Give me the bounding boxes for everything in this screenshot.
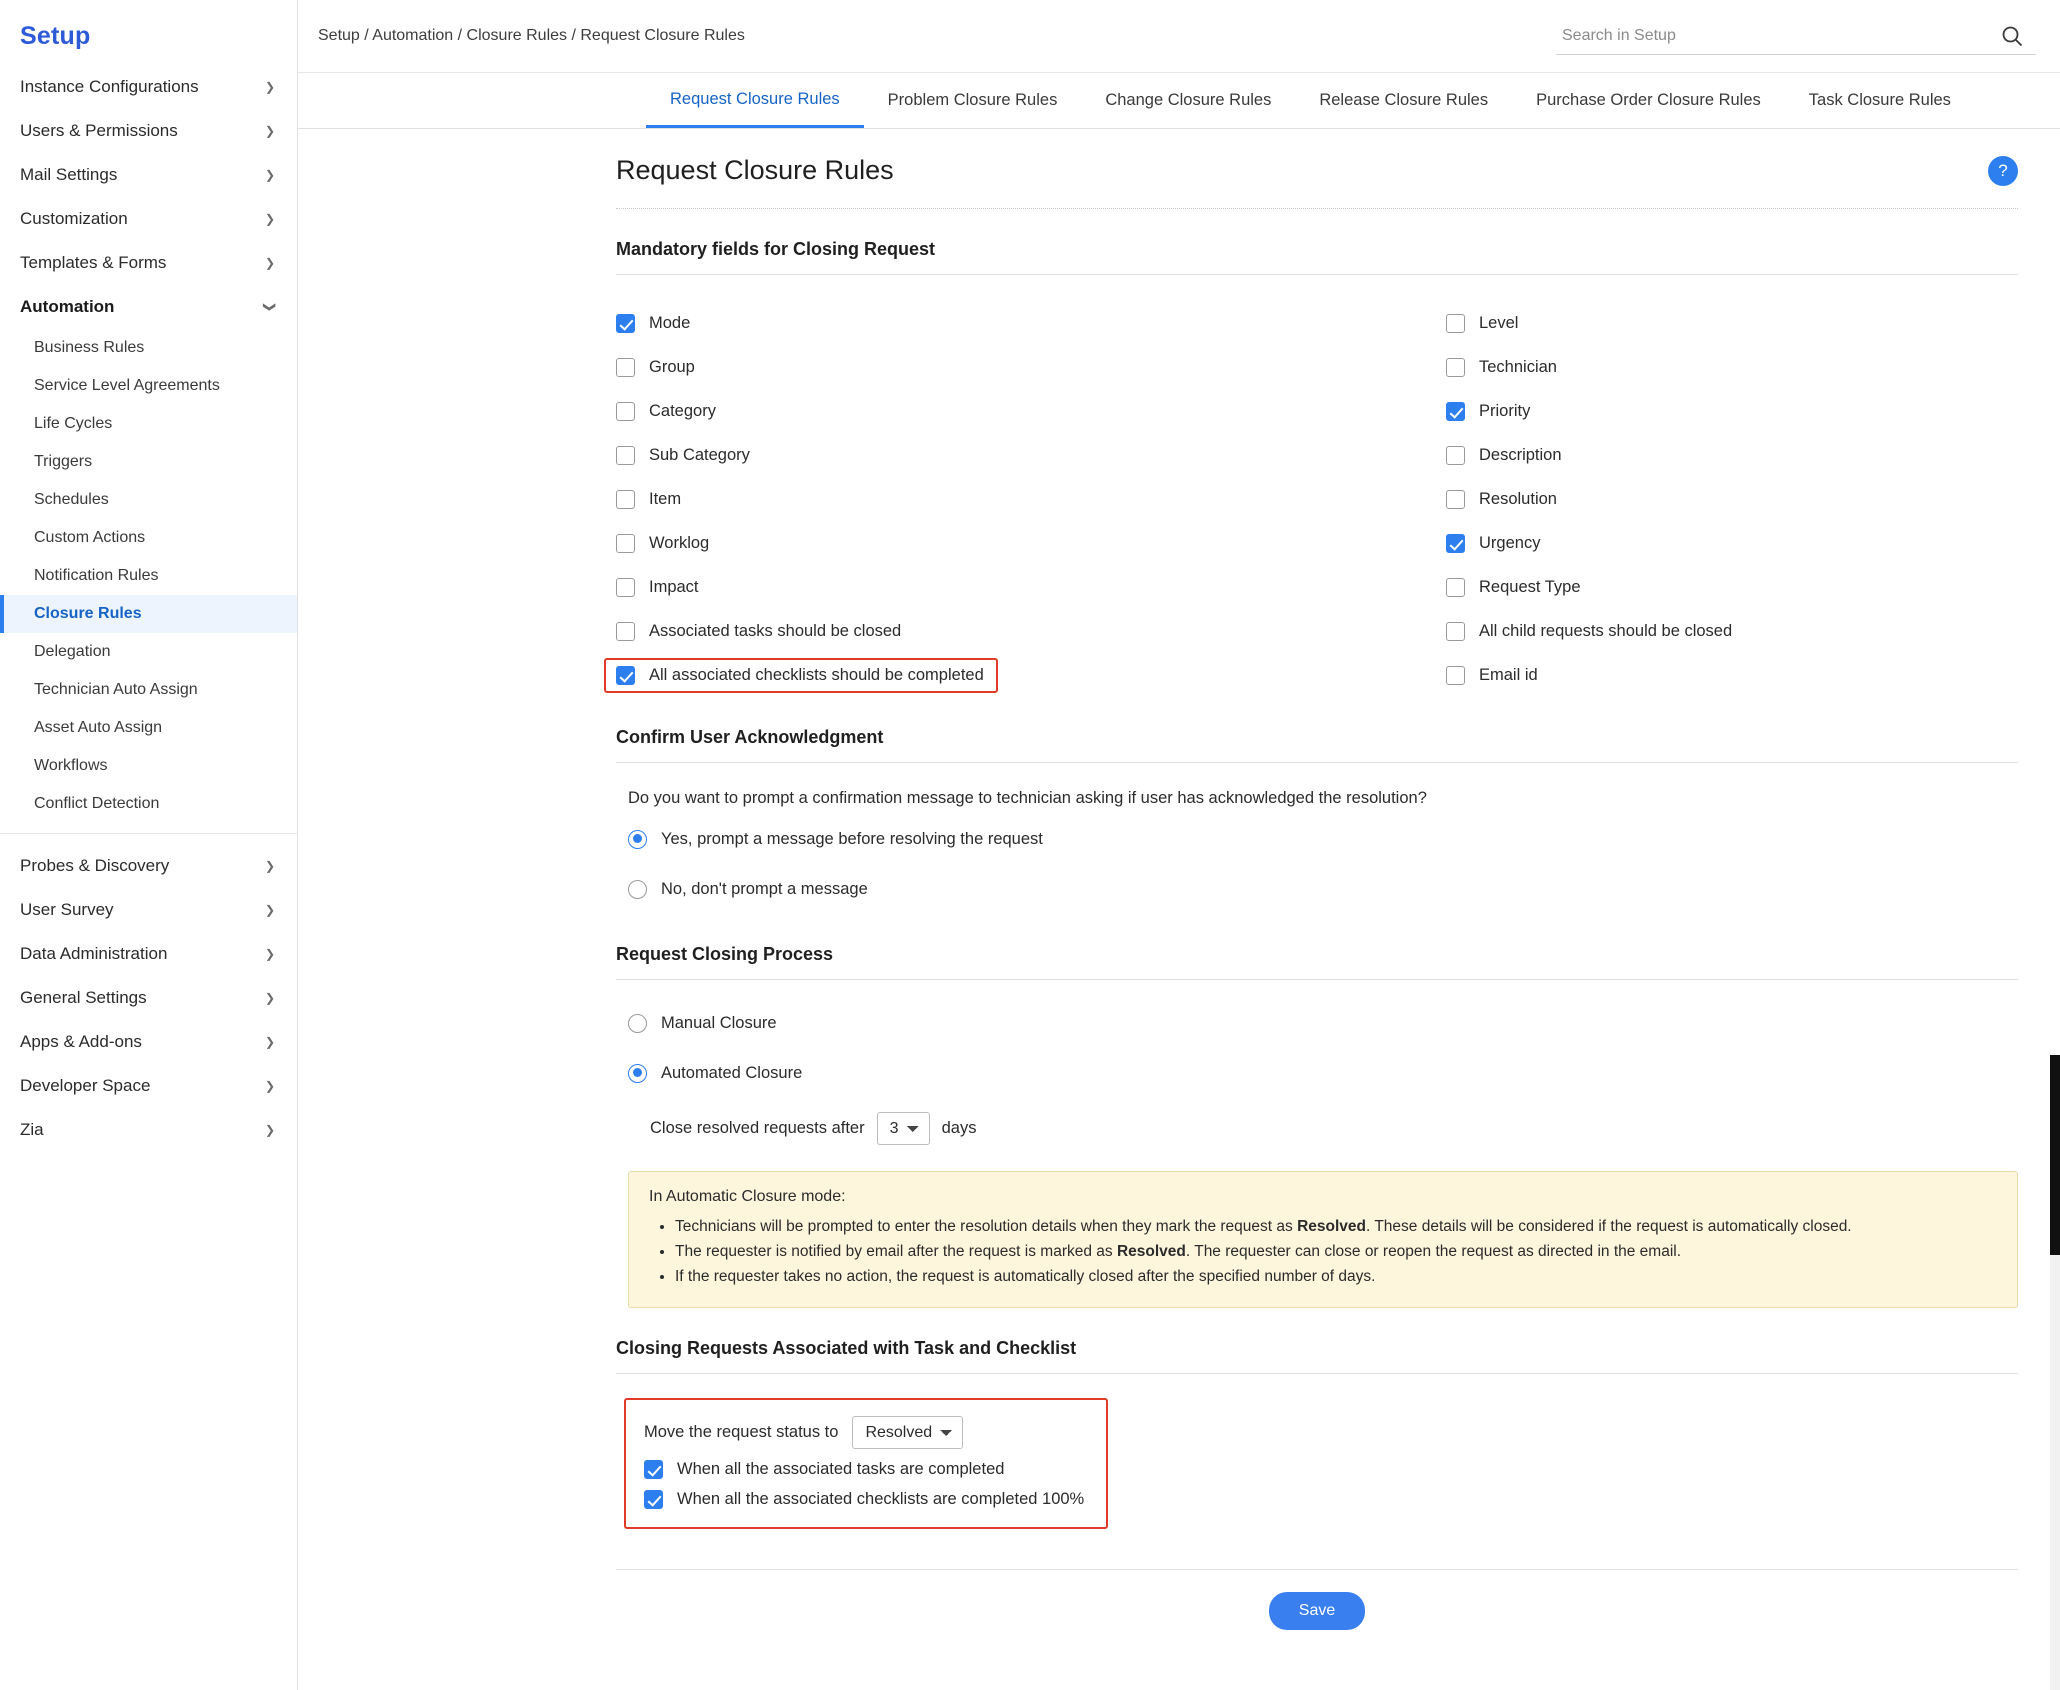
chevron-right-icon [265,860,275,872]
radio-row-prompt-yes[interactable] [628,814,2018,864]
search-input[interactable] [1560,26,1990,46]
footer-actions [616,1570,2018,1630]
sidebar-item-asset-auto-assign[interactable]: Asset Auto Assign [34,719,163,736]
main-panel [298,0,2060,1690]
sidebar-item-zia[interactable] [0,1108,297,1152]
checkbox-urgency[interactable] [1446,534,1465,553]
checkbox-item[interactable] [616,490,635,509]
tab-release-closure-rules[interactable]: Release Closure Rules [1319,91,1489,109]
sidebar-item-label: Templates & Forms [20,253,167,272]
help-icon[interactable]: ? [1988,156,2018,186]
sidebar-item-user-survey[interactable] [0,888,297,932]
checkbox-label: Level [1479,313,1519,332]
checkbox-worklog[interactable] [616,534,635,553]
chevron-right-icon [265,1124,275,1136]
chevron-right-icon [265,257,275,269]
page-header [616,155,2018,186]
sidebar-item-instance-configurations[interactable] [0,65,297,109]
sidebar-item-delegation[interactable]: Delegation [34,643,111,660]
radio-label: Yes, prompt a message before resolving the request [661,829,1043,848]
sidebar-item-closure-rules[interactable]: Closure Rules [0,595,297,633]
checkbox-label: Category [649,401,716,420]
checkbox-row-category[interactable] [616,389,1446,433]
save-button[interactable]: Save [1269,1592,1365,1630]
sidebar-item-technician-auto-assign[interactable]: Technician Auto Assign [34,681,198,698]
tab-request-closure-rules[interactable]: Request Closure Rules [646,73,864,128]
setup-title: Setup [20,22,91,50]
closing-process-heading: Request Closing Process [616,944,834,964]
note-item: • Technicians will be prompted to enter the resolution details when they mark the request as Resolved. These details will be considered if the request is automatically closed. [675,1214,1997,1239]
chevron-right-icon [265,169,275,181]
checkbox-all-child-requests-closed[interactable] [1446,622,1465,641]
checkbox-tasks-completed[interactable] [644,1460,663,1479]
sidebar-item-developer-space[interactable] [0,1064,297,1108]
status-label: Move the request status to [644,1423,839,1442]
sidebar-item-label: Apps & Add-ons [20,1032,142,1051]
sidebar [0,0,298,1690]
acknowledgment-question: Do you want to prompt a confirmation message to technician asking if user has acknowledged the resolution? [628,789,1427,807]
sidebar-item-label: Customization [20,209,128,228]
checkbox-label: When all the associated checklists are completed 100% [677,1490,1085,1509]
checkbox-label: Worklog [649,533,710,552]
checkbox-row-checklists-completed[interactable] [644,1490,1084,1509]
checkbox-mode[interactable] [616,314,635,333]
radio-manual-closure[interactable] [628,1014,647,1033]
checkbox-row-sub-category[interactable] [616,433,1446,477]
note-item: • If the requester takes no action, the request is automatically closed after the specified number of days. [675,1264,1997,1289]
mandatory-right-column [1446,301,2018,697]
status-select[interactable] [852,1416,963,1449]
radio-label: No, don't prompt a message [661,879,868,898]
sidebar-item-label: Users & Permissions [20,121,178,140]
mandatory-left-column [616,301,1446,697]
checkbox-label: All child requests should be closed [1479,621,1733,640]
sidebar-item-workflows[interactable]: Workflows [34,757,108,774]
sidebar-item-templates-forms[interactable] [0,241,297,285]
task-checklist-heading: Closing Requests Associated with Task and Checklist [616,1338,1077,1359]
checkbox-row-technician[interactable] [1446,345,2018,389]
days-unit-label: days [941,1119,977,1137]
search-box[interactable] [1556,18,2036,55]
checkbox-request-type[interactable] [1446,578,1465,597]
radio-automated-closure[interactable] [628,1064,647,1083]
checkbox-row-worklog[interactable] [616,521,1446,565]
sidebar-item-label: Instance Configurations [20,77,199,96]
chevron-right-icon [265,1080,275,1092]
content-area [298,129,2060,1630]
sidebar-item-service-level-agreements[interactable]: Service Level Agreements [34,377,220,394]
checkbox-label: Description [1479,445,1562,464]
note-item: • The requester is notified by email after the request is marked as Resolved. The requester can close or reopen the request as directed in the email. [675,1239,1997,1264]
section-divider [616,274,2018,275]
checkbox-resolution[interactable] [1446,490,1465,509]
days-select[interactable] [877,1112,930,1145]
tab-purchase-order-closure-rules[interactable]: Purchase Order Closure Rules [1536,91,1761,109]
status-row [644,1416,1084,1449]
sidebar-item-business-rules[interactable]: Business Rules [34,339,145,356]
sidebar-item-life-cycles[interactable]: Life Cycles [34,415,113,432]
checkbox-email-id[interactable] [1446,666,1465,685]
sidebar-item-label: Automation [20,297,115,316]
close-after-days-label: Close resolved requests after [650,1119,865,1137]
page-title: Request Closure Rules [616,155,894,185]
checkbox-description[interactable] [1446,446,1465,465]
tab-change-closure-rules[interactable]: Change Closure Rules [1105,91,1272,109]
checkbox-sub-category[interactable] [616,446,635,465]
sidebar-item-label: Developer Space [20,1076,151,1095]
checkbox-row-level[interactable] [1446,301,2018,345]
sidebar-item-general-settings[interactable] [0,976,297,1020]
top-bar [298,0,2060,73]
checkbox-checklists-completed[interactable] [644,1490,663,1509]
checkbox-row-tasks-completed[interactable] [644,1460,1084,1479]
checkbox-row-all-child-requests-closed[interactable] [1446,609,2018,653]
checkbox-label: Item [649,489,682,508]
chevron-right-icon [265,1036,275,1048]
checkbox-label: When all the associated tasks are completed [677,1460,1005,1479]
sidebar-item-automation[interactable] [0,285,297,329]
checkbox-label: Sub Category [649,445,750,464]
radio-row-manual-closure[interactable] [628,998,2018,1048]
checkbox-row-mode[interactable] [616,301,1446,345]
checkbox-label: Request Type [1479,577,1581,596]
radio-prompt-no[interactable] [628,880,647,899]
tab-problem-closure-rules[interactable]: Problem Closure Rules [887,91,1058,109]
chevron-right-icon [265,125,275,137]
sidebar-item-label: User Survey [20,900,114,919]
section-divider [616,1373,2018,1374]
checkbox-label: Resolution [1479,489,1557,508]
sidebar-item-conflict-detection[interactable]: Conflict Detection [34,795,160,812]
sidebar-item-label: Data Administration [20,944,168,963]
checkbox-group[interactable] [616,358,635,377]
section-divider [616,762,2018,763]
automatic-closure-note [628,1171,2018,1308]
note-list [649,1214,1997,1289]
sidebar-item-label: General Settings [20,988,147,1007]
checkbox-row-request-type[interactable] [1446,565,2018,609]
checkbox-row-all-checklists-completed[interactable] [616,653,1446,697]
sidebar-item-label: Mail Settings [20,165,118,184]
checkbox-label: Impact [649,577,699,596]
checkbox-row-associated-tasks-closed[interactable] [616,609,1446,653]
chevron-right-icon [265,992,275,1004]
tab-task-closure-rules[interactable]: Task Closure Rules [1808,91,1951,109]
checkbox-row-group[interactable] [616,345,1446,389]
checkbox-label: Group [649,357,695,376]
sidebar-item-custom-actions[interactable]: Custom Actions [34,529,146,546]
chevron-right-icon [265,81,275,93]
checkbox-label: Technician [1479,357,1557,376]
radio-row-prompt-no[interactable] [628,864,2018,914]
radio-label: Automated Closure [661,1063,803,1082]
checkbox-label: Email id [1479,665,1538,684]
checkbox-label: Urgency [1479,533,1541,552]
checkbox-category[interactable] [616,402,635,421]
checkbox-label: All associated checklists should be completed [649,665,984,684]
mandatory-fields-heading: Mandatory fields for Closing Request [616,239,936,259]
acknowledgment-heading: Confirm User Acknowledgment [616,727,884,747]
scrollbar-thumb[interactable] [2050,1055,2060,1255]
checkbox-level[interactable] [1446,314,1465,333]
checkbox-row-resolution[interactable] [1446,477,2018,521]
sidebar-item-schedules[interactable]: Schedules [34,491,109,508]
mandatory-fields-grid [616,301,2018,697]
sidebar-item-label: Probes & Discovery [20,856,170,875]
radio-row-automated-closure[interactable] [628,1048,2018,1098]
sidebar-item-notification-rules[interactable]: Notification Rules [34,567,159,584]
checkbox-row-description[interactable] [1446,433,2018,477]
sidebar-item-customization[interactable] [0,197,297,241]
checkbox-row-impact[interactable] [616,565,1446,609]
checkbox-all-checklists-completed[interactable] [616,666,635,685]
checkbox-row-email-id[interactable] [1446,653,2018,697]
chevron-right-icon [265,213,275,225]
chevron-right-icon [265,904,275,916]
acknowledgment-options [628,814,2018,914]
search-icon[interactable] [2000,24,2024,48]
closing-process-options [628,998,2018,1098]
sidebar-item-label: Zia [20,1120,44,1139]
radio-label: Manual Closure [661,1013,777,1032]
sidebar-item-apps-addons[interactable] [0,1020,297,1064]
checkbox-row-priority[interactable] [1446,389,2018,433]
close-after-days-row [650,1112,2018,1145]
checkbox-row-urgency[interactable] [1446,521,2018,565]
sidebar-item-mail-settings[interactable] [0,153,297,197]
checkbox-impact[interactable] [616,578,635,597]
checkbox-row-item[interactable] [616,477,1446,521]
section-divider [616,979,2018,980]
chevron-down-icon [265,301,275,313]
checkbox-label: Mode [649,313,691,332]
highlight-box-checklists [604,658,998,693]
sidebar-divider [0,833,297,834]
chevron-right-icon [265,948,275,960]
title-divider [616,208,2018,209]
checkbox-associated-tasks-closed[interactable] [616,622,635,641]
checkbox-label: Associated tasks should be closed [649,621,902,640]
task-checklist-highlight-box [624,1398,1108,1529]
radio-prompt-yes[interactable] [628,830,647,849]
note-title: In Automatic Closure mode: [649,1188,846,1205]
sidebar-item-data-administration[interactable] [0,932,297,976]
checkbox-label: Priority [1479,401,1531,420]
sidebar-item-triggers[interactable]: Triggers [34,453,93,470]
breadcrumb: Setup / Automation / Closure Rules / Request Closure Rules [318,27,745,44]
tab-bar [298,73,2060,129]
sidebar-item-users-permissions[interactable] [0,109,297,153]
checkbox-priority[interactable] [1446,402,1465,421]
sidebar-item-probes-discovery[interactable] [0,844,297,888]
checkbox-technician[interactable] [1446,358,1465,377]
